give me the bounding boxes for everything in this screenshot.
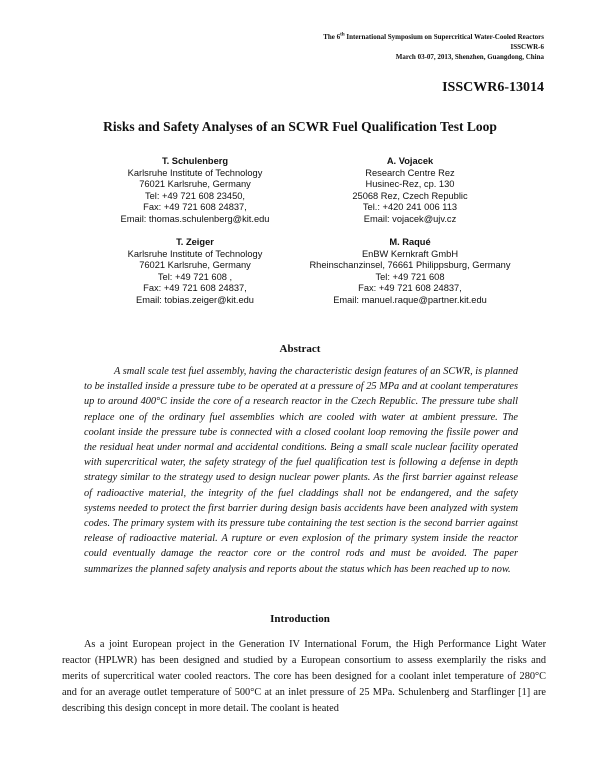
conference-code: ISSCWR-6 [510,43,544,51]
introduction-heading: Introduction [270,613,330,625]
paper-title: Risks and Safety Analyses of an SCWR Fuel Qualification Test Loop [103,119,497,134]
author-email: Email: vojacek@ujv.cz [363,213,457,224]
author-block-schulenberg [95,156,295,226]
author-address: 76021 Karlsruhe, Germany [139,179,251,190]
introduction-text: As a joint European project in the Generation IV International Forum, the High Performance Light Water reactor (HPLWR) has been designed and studied by a European consortium to assess exemplarily the risks and merits of supercritical water cooled reactors. The core has been designed for a coolant inlet temperature of 280°C and for an average outlet temperature of 500°C at an inlet pressure of 25 MPa. Schulenberg and Starflinger [1] are describing this design concept in more detail. The coolant is heated [62,639,546,714]
conference-date-location: March 03-07, 2013, Shenzhen, Guangdong, China [395,53,544,61]
author-affiliation: Karlsruhe Institute of Technology [127,167,263,178]
author-name: T. Schulenberg [161,156,229,166]
author-block-raque [300,237,520,307]
author-affiliation: EnBW Kernkraft GmbH [361,248,459,259]
author-email: Email: tobias.zeiger@kit.edu [136,294,254,305]
abstract-heading: Abstract [279,343,321,355]
author-block-zeiger [95,237,295,307]
author-affiliation: Karlsruhe Institute of Technology [127,248,263,259]
conference-line-prefix: The 6 [323,33,341,41]
conference-header [323,32,544,62]
author-fax: Fax: +49 721 608 24837, [143,283,247,294]
author-tel: Tel: +49 721 608 , [157,271,233,282]
author-email: Email: manuel.raque@partner.kit.edu [333,294,487,305]
author-tel: Tel.: +420 241 006 113 [362,202,458,213]
author-tel: Tel: +49 721 608 23450, [144,190,246,201]
author-name: A. Vojacek [386,156,434,166]
author-address: Rheinschanzinsel, 76661 Philippsburg, Germany [309,260,511,271]
author-affiliation: Research Centre Rez [365,167,455,178]
conference-line [323,32,544,42]
paper-id: ISSCWR6-13014 [442,80,544,95]
author-name: T. Zeiger [176,237,214,247]
author-name: M. Raqué [389,237,431,247]
author-address: 76021 Karlsruhe, Germany [139,260,251,271]
author-fax: Fax: +49 721 608 24837, [358,283,462,294]
author-block-vojacek [300,156,520,226]
author-fax: Fax: +49 721 608 24837, [143,202,247,213]
conference-line-suffix: International Symposium on Supercritical Water-Cooled Reactors [344,33,544,41]
author-address: Husinec-Rez, cp. 130 [365,179,455,190]
abstract-text: A small scale test fuel assembly, having the characteristic design features of an SCWR, is planned to be installed inside a pressure tube to be operated at a pressure of 25 MPa and at coolant temperatures up to around 400°C inside the core of a research reactor in the Czech Republic. The pressure tube shall replace one of the ordinary fuel assemblies which are cooled with water at ambient pressure. The coolant inside the pressure tube is connected with a closed coolant loop removing the fissile power and the residual heat under normal and accidental conditions. Being a small scale nuclear facility operated with supercritical water, the safety strategy of the fuel qualification test is following a defense in depth strategy similar to the strategy used to design nuclear power plants. As the first barrier against release of radioactive material, the integrity of the fuel claddings shall not be endangered, and the safety systems needed to protect the first barrier during design basis accidents have been analyzed with system codes. The primary system with its pressure tube containing the test section is the second barrier against release of radioactive material. A rupture or even explosion of the primary system inside the reactor could eventually damage the reactor core or the control rods and must be avoided. The paper summarizes the planned safety analysis and reports about the status which has been reached up to now. [84,366,518,575]
author-tel: Tel: +49 721 608 [375,271,445,282]
conference-line-superscript: th [340,32,345,38]
author-email: Email: thomas.schulenberg@kit.edu [120,213,270,224]
author-city: 25068 Rez, Czech Republic [352,190,468,201]
